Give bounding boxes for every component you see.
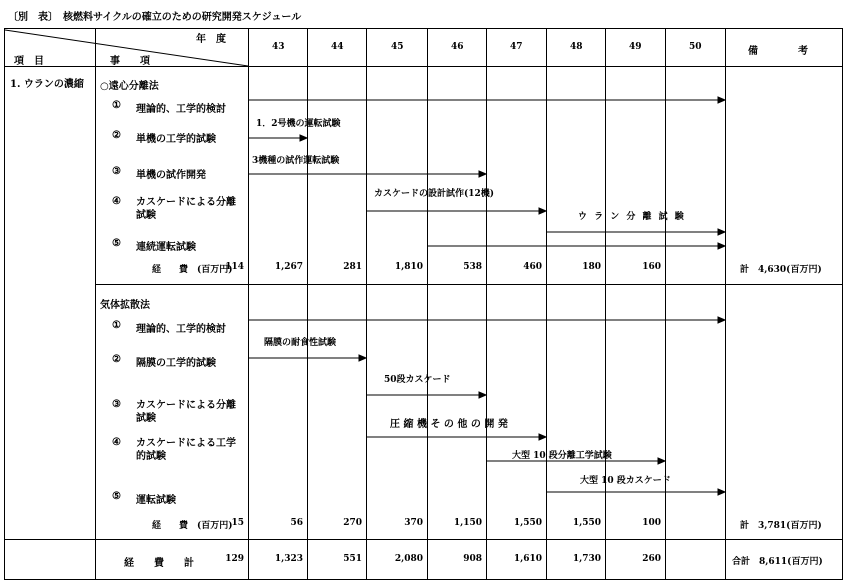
- grand-label: 経 費 計: [124, 558, 194, 569]
- s2-bar-label-5: 大型 10 段カスケード: [580, 476, 671, 486]
- s1-item-4-num: ④: [112, 196, 121, 207]
- s2-cost-50: 100: [642, 518, 661, 528]
- section-2-title: 気体拡散法: [100, 300, 150, 311]
- s2-cost-45: 270: [343, 518, 362, 528]
- year-48: 48: [570, 42, 583, 52]
- s2-item-3: カスケードによる分離試験: [136, 400, 236, 424]
- s1-item-5: 連続運転試験: [136, 242, 196, 253]
- grand-cost-44: 1,323: [274, 554, 303, 564]
- s2-bar-label-3: 圧 縮 機 そ の 他 の 開 発: [390, 419, 508, 430]
- s2-cost-43: 15: [231, 518, 244, 528]
- s1-cost-46: 1,810: [394, 262, 423, 272]
- category-label: 1. ウランの濃縮: [10, 79, 84, 90]
- section-1-title: ○遠心分離法: [100, 81, 159, 92]
- s2-cost-label: 経 費 (百万円): [152, 521, 233, 531]
- s1-item-1-num: ①: [112, 100, 121, 111]
- s1-cost-50: 160: [642, 262, 661, 272]
- s1-bar-label-1: 1．2号機の運転試験: [256, 119, 341, 129]
- s1-cost-48: 460: [523, 262, 542, 272]
- s2-cost-47: 1,150: [453, 518, 482, 528]
- s1-item-2: 単機の工学的試験: [136, 134, 216, 145]
- s2-item-1: 理論的、工学的検討: [136, 324, 226, 335]
- s1-cost-43: 114: [225, 262, 244, 272]
- s2-item-3-num: ③: [112, 399, 121, 410]
- s1-cost-47: 538: [463, 262, 482, 272]
- year-46: 46: [451, 42, 464, 52]
- s1-item-2-num: ②: [112, 130, 121, 141]
- s1-item-1: 理論的、工学的検討: [136, 104, 226, 115]
- grand-cost-46: 2,080: [394, 554, 423, 564]
- s1-cost-44: 1,267: [274, 262, 303, 272]
- year-47: 47: [510, 42, 523, 52]
- s1-bar-label-3: カスケードの設計試作(12機): [374, 189, 495, 199]
- page-title: 〔別 表〕 核燃料サイクルの確立のための研究開発スケジュール: [8, 12, 302, 23]
- s1-item-4: カスケードによる分離試験: [136, 197, 236, 221]
- s1-item-3: 単機の試作開発: [136, 170, 206, 181]
- s2-item-2-num: ②: [112, 354, 121, 365]
- year-45: 45: [391, 42, 404, 52]
- year-50: 50: [689, 42, 702, 52]
- grand-total: 合計 8,611(百万円): [732, 557, 823, 567]
- header-jiko: 事 項: [110, 56, 150, 67]
- s2-bar-label-2: 50段カスケード: [384, 375, 451, 385]
- s2-item-5-num: ⑤: [112, 491, 121, 502]
- grand-cost-48: 1,610: [513, 554, 542, 564]
- grand-cost-43: 129: [225, 554, 244, 564]
- year-43: 43: [272, 42, 285, 52]
- grand-cost-47: 908: [463, 554, 482, 564]
- s2-item-1-num: ①: [112, 320, 121, 331]
- s2-total: 計 3,781(百万円): [740, 521, 822, 531]
- s2-item-4-num: ④: [112, 437, 121, 448]
- s2-cost-49: 1,550: [572, 518, 601, 528]
- grand-cost-49: 1,730: [572, 554, 601, 564]
- s1-cost-49: 180: [582, 262, 601, 272]
- s2-cost-46: 370: [404, 518, 423, 528]
- year-49: 49: [629, 42, 642, 52]
- header-remarks: 備 考: [748, 46, 808, 57]
- s2-bar-label-1: 隔膜の耐食性試験: [264, 338, 337, 348]
- s2-item-5: 運転試験: [136, 495, 176, 506]
- grand-cost-50: 260: [642, 554, 661, 564]
- s2-item-2: 隔膜の工学的試験: [136, 358, 216, 369]
- grand-cost-45: 551: [343, 554, 362, 564]
- s1-item-3-num: ③: [112, 166, 121, 177]
- s2-item-4: カスケードによる工学的試験: [136, 438, 236, 462]
- header-komoku: 項 目: [14, 56, 44, 67]
- s1-item-5-num: ⑤: [112, 238, 121, 249]
- s1-cost-45: 281: [343, 262, 362, 272]
- s2-cost-48: 1,550: [513, 518, 542, 528]
- s2-cost-44: 56: [290, 518, 303, 528]
- s1-cost-label: 経 費 (百万円): [152, 265, 233, 275]
- year-44: 44: [331, 42, 344, 52]
- s1-bar-label-2: 3機種の試作運転試験: [252, 156, 340, 166]
- s1-bar-label-4: ウ ラ ン 分 離 試 験: [578, 212, 686, 222]
- s2-bar-label-4: 大型 10 段分離工学試験: [512, 451, 612, 461]
- s1-total: 計 4,630(百万円): [740, 265, 822, 275]
- header-nendo: 年 度: [196, 34, 226, 45]
